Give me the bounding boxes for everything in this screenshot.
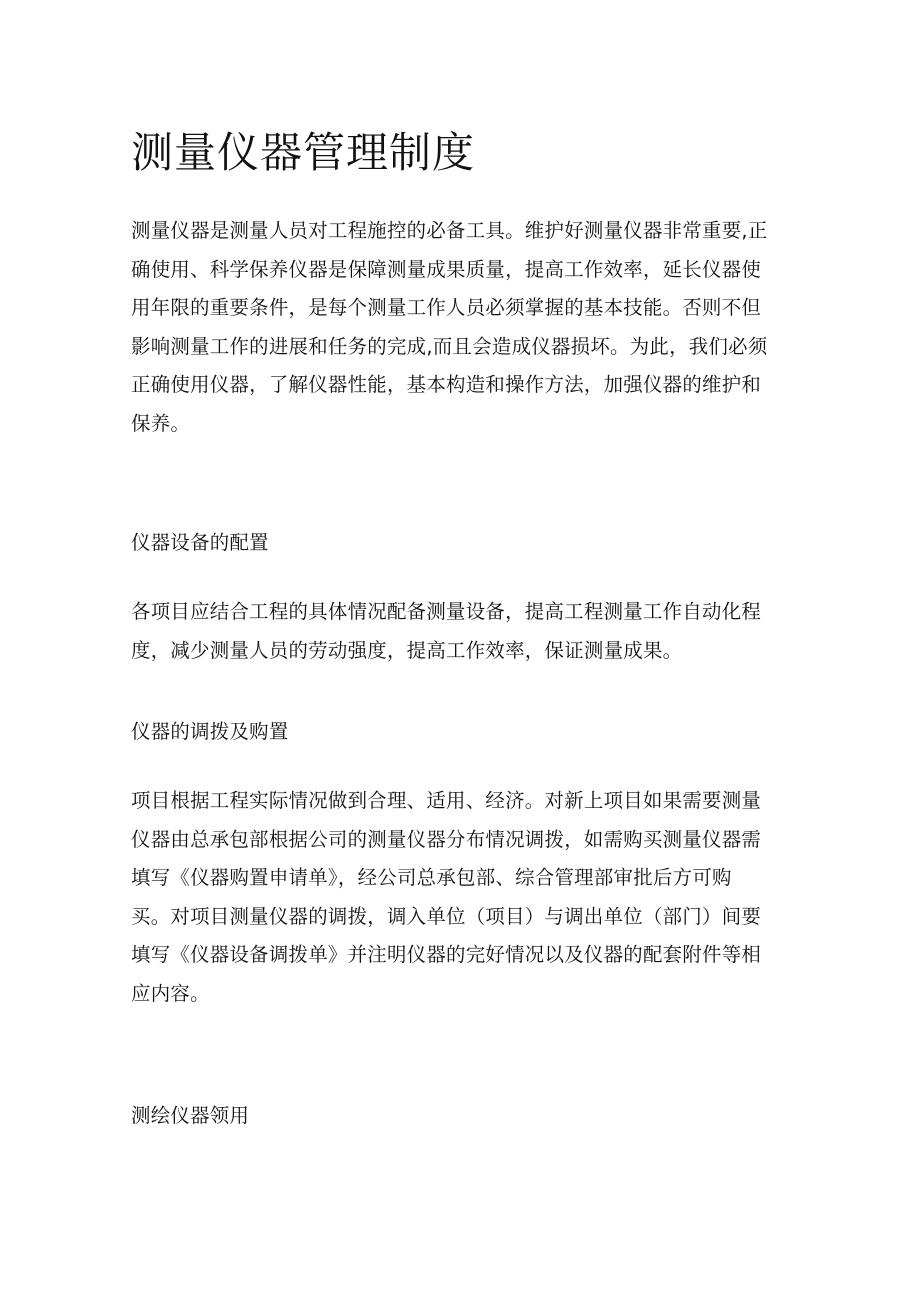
- paragraph-line: 填写《仪器设备调拨单》并注明仪器的完好情况以及仪器的配套附件等相: [131, 943, 762, 967]
- paragraph-line: 度，减少测量人员的劳动强度，提高工作效率，保证测量成果。: [131, 638, 683, 662]
- section-paragraph-transfer: [131, 782, 761, 1014]
- intro-paragraph: [131, 212, 768, 444]
- paragraph-line: 保养。: [131, 411, 191, 435]
- paragraph-line: 填写《仪器购置申请单》，经公司总承包部、综合管理部审批后方可购: [131, 866, 732, 890]
- section-heading-config: 仪器设备的配置: [131, 531, 269, 554]
- paragraph-line: 用年限的重要条件，是每个测量工作人员必须掌握的基本技能。否则不但: [131, 296, 762, 320]
- paragraph-line: 影响测量工作的进展和任务的完成,而且会造成仪器损坏。为此，我们必须: [131, 334, 768, 358]
- section-heading-requisition: 测绘仪器领用: [131, 1104, 250, 1127]
- paragraph-line: 应内容。: [131, 981, 210, 1005]
- paragraph-line: 仪器由总承包部根据公司的测量仪器分布情况调拨，如需购买测量仪器需: [131, 827, 762, 851]
- paragraph-line: 正确使用仪器，了解仪器性能，基本构造和操作方法，加强仪器的维护和: [131, 373, 762, 397]
- section-paragraph-config: [131, 593, 761, 670]
- document-title: 测量仪器管理制度: [131, 128, 476, 177]
- paragraph-line: 买。对项目测量仪器的调拨，调入单位（项目）与调出单位（部门）间要: [131, 904, 762, 928]
- paragraph-line: 项目根据工程实际情况做到合理、适用、经济。对新上项目如果需要测量: [131, 789, 762, 812]
- section-heading-transfer: 仪器的调拨及购置: [131, 720, 289, 743]
- paragraph-line: 确使用、科学保养仪器是保障测量成果质量，提高工作效率，延长仪器使: [131, 257, 762, 281]
- paragraph-line: 各项目应结合工程的具体情况配备测量设备，提高工程测量工作自动化程: [131, 600, 762, 623]
- paragraph-line: 测量仪器是测量人员对工程施控的必备工具。维护好测量仪器非常重要,正: [131, 219, 768, 242]
